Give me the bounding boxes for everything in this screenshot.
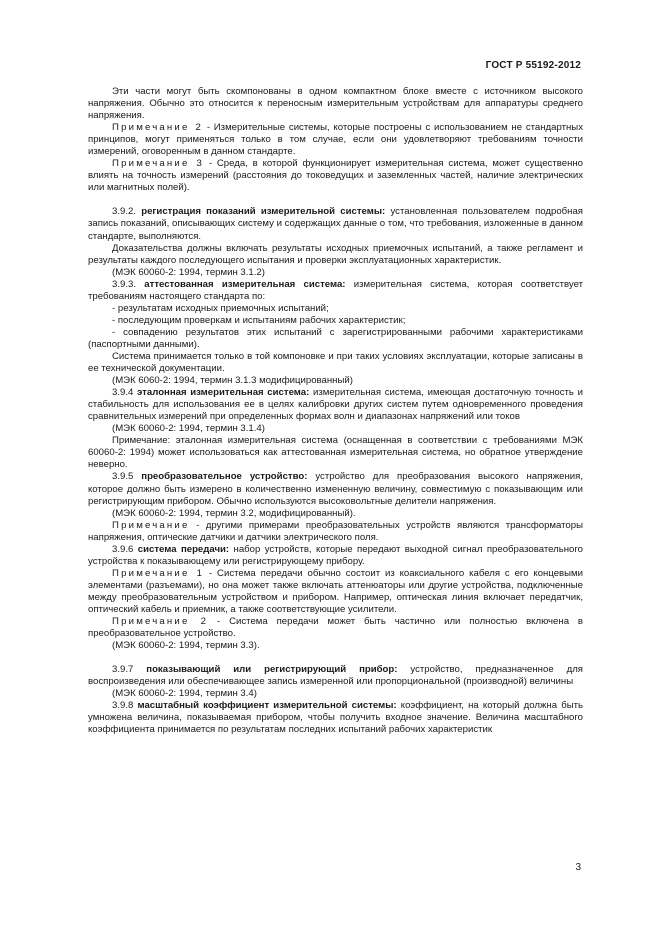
note-text: - другими примерами преобразовательных устройств являются трансформаторы напряжения, оптические датчики и датчики электрического поля. bbox=[88, 519, 583, 543]
definition: коэффициент, на который должна быть умножена величина, показываемая прибором, чтобы получить входное значение. Величина масштабного коэффициента принимается по результатам последних испытаний рабочих характеристик bbox=[88, 700, 583, 736]
definition: устройство, предназначенное для воспроизведения или обеспечивающее запись измеренной или пропорциональной (производной) величины bbox=[88, 664, 583, 688]
term: показывающий или регистрирующий прибор: bbox=[146, 664, 398, 676]
term: преобразовательное устройство: bbox=[141, 471, 308, 483]
reference: (МЭК 60060-2: 1994, термин 3.1.2) bbox=[112, 266, 265, 278]
reference: (МЭК 60060-2: 1994, термин 3.3). bbox=[112, 640, 260, 652]
section-number: 3.9.7 bbox=[112, 664, 147, 676]
note-label: Примечание 2 bbox=[112, 616, 209, 628]
list-item: - результатам исходных приемочных испытаний; bbox=[112, 302, 329, 314]
paragraph-intro: Эти части могут быть скомпонованы в одном компактном блоке вместе с источником высокого напряжения. Обычно это относится к переносным измерительным устройствам для аппаратуры среднего напряжения. bbox=[88, 86, 583, 122]
section-number: 3.9.8 bbox=[112, 700, 138, 712]
section-3-9-4 bbox=[88, 387, 583, 423]
section-number: 3.9.2. bbox=[112, 206, 142, 218]
term: масштабный коэффициент измерительной системы: bbox=[137, 700, 397, 712]
note-1 bbox=[88, 568, 583, 616]
note-label: Примечание bbox=[112, 519, 190, 531]
note-2 bbox=[88, 122, 583, 158]
term: система передачи: bbox=[137, 543, 230, 555]
section-3-9-7 bbox=[88, 664, 583, 688]
list-item: - совпадению результатов этих испытаний с зарегистрированными рабочими характеристиками (паспортными данными). bbox=[88, 326, 583, 350]
section-number: 3.9.3. bbox=[112, 278, 145, 290]
note-text: - Среда, в которой функционирует измерительная система, может существенно влиять на точность измерений (расстояния до токоведущих и заземленных частей, наличие электрических или магнитных полей). bbox=[88, 158, 584, 194]
section-3-9-3 bbox=[88, 279, 583, 303]
reference: (МЭК 6060-2: 1994, термин 3.1.3 модифицированный) bbox=[112, 375, 353, 387]
definition: установленная пользователем подробная запись показаний, описывающих систему и содержащих данные о том, что требования, изложенные в данном стандарте, выполняются. bbox=[88, 206, 583, 242]
standard-header: ГОСТ Р 55192-2012 bbox=[485, 60, 581, 71]
section-number: 3.9.6 bbox=[112, 543, 138, 555]
spacer bbox=[88, 194, 583, 206]
note-label: Примечание 2 bbox=[112, 122, 204, 134]
section-3-9-8 bbox=[88, 700, 583, 736]
definition: измерительная система, которая соответствует требованиям настоящего стандарта по: bbox=[88, 278, 584, 302]
section-3-9-2 bbox=[88, 206, 583, 242]
note-text: - Система передачи обычно состоит из коаксиального кабеля с его концевыми элементами (разъемами), но она может также включать аттенюаторы или другие устройства, подключенные между преобразовательным устройством и прибором. Например, оптическая линия включает передатчик, оптический кабель и приемник, а также соответствующие усилители. bbox=[88, 567, 584, 615]
note-label: Примечание 1 bbox=[112, 567, 205, 579]
note-text: - Измерительные системы, которые построены с использованием не стандартных принципов, могут применяться только в том случае, если они удовлетворяют требованиям точности измерений, оговоренным в данном стандарте. bbox=[88, 122, 583, 158]
page-number: 3 bbox=[575, 862, 581, 873]
term: регистрация показаний измерительной системы: bbox=[141, 206, 386, 218]
paragraph: Система принимается только в той компоновке и при таких условиях эксплуатации, которые записаны в ее технической документации. bbox=[88, 350, 583, 375]
note-3 bbox=[88, 158, 583, 194]
section-3-9-6 bbox=[88, 544, 583, 568]
definition: измерительная система, имеющая достаточную точность и стабильность для использования ее в целях калибровки других систем путем одновременного проведения сравнительных измерений при определенных формах волн и диапазонах напряжений или токов bbox=[88, 387, 583, 423]
note-label: Примечание 3 bbox=[112, 158, 205, 170]
note: Примечание: эталонная измерительная система (оснащенная в соответствии с требованиями МЭК 60060-2: 1994) может использоваться как аттестованная измерительная система, но обратное утверждение неверно. bbox=[88, 435, 583, 471]
paragraph: Доказательства должны включать результаты исходных приемочных испытаний, а также регламент и результаты каждого последующего испытания и проверки эксплуатационных характеристик. bbox=[88, 242, 583, 266]
reference: (МЭК 60060-2: 1994, термин 3.4) bbox=[112, 688, 257, 700]
list-item: - последующим проверкам и испытаниям рабочих характеристик; bbox=[112, 314, 406, 326]
definition: набор устройств, которые передают выходной сигнал преобразовательного устройства к показывающему или регистрирующему прибору. bbox=[88, 543, 583, 567]
spacer bbox=[88, 652, 583, 664]
section-3-9-5 bbox=[88, 471, 583, 507]
definition: устройство для преобразования высокого напряжения, которое должно быть измерено в количественно измененную величину, совместимую с показывающим или регистрирующим прибором. Обычно используются высоковольтные делители напряжения. bbox=[88, 471, 583, 507]
section-number: 3.9.5 bbox=[112, 471, 142, 483]
document-body bbox=[88, 86, 583, 736]
note bbox=[88, 520, 583, 544]
reference: (МЭК 60060-2: 1994, термин 3.2, модифицированный). bbox=[112, 507, 356, 519]
section-number: 3.9.4 bbox=[112, 387, 138, 399]
term: аттестованная измерительная система: bbox=[144, 278, 346, 290]
term: эталонная измерительная система: bbox=[137, 387, 310, 399]
note-text: - Система передачи может быть частично или полностью включена в преобразовательное устройство. bbox=[88, 616, 583, 640]
reference: (МЭК 60060-2: 1994, термин 3.1.4) bbox=[112, 423, 265, 435]
note-2 bbox=[88, 616, 583, 640]
